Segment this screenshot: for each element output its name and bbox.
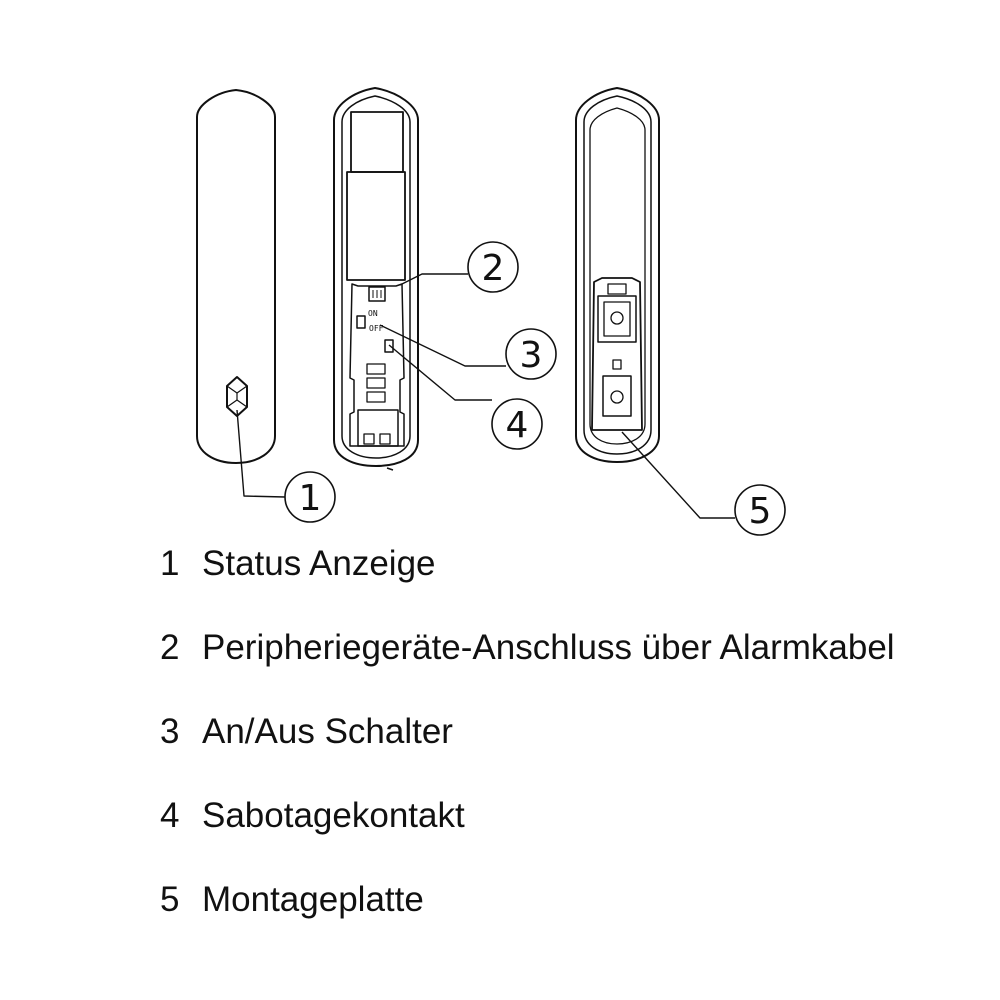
callout-number-4: 4 bbox=[505, 405, 529, 446]
switch-off-label: OFF bbox=[369, 324, 384, 333]
callout-number-2: 2 bbox=[481, 248, 505, 289]
device-front-view bbox=[197, 90, 275, 463]
leader-line-1 bbox=[237, 410, 285, 497]
legend-number: 4 bbox=[160, 796, 180, 835]
battery bbox=[347, 172, 405, 280]
legend-label: An/Aus Schalter bbox=[202, 712, 453, 751]
legend-number: 2 bbox=[160, 628, 180, 667]
leader-line-3 bbox=[380, 325, 506, 366]
battery-compartment bbox=[351, 112, 403, 172]
legend-item-tamper-contact bbox=[160, 794, 465, 838]
callout-number-1: 1 bbox=[298, 478, 322, 519]
legend-number: 5 bbox=[160, 880, 180, 919]
callout-number-3: 3 bbox=[519, 335, 543, 376]
legend-label: Peripheriegeräte-Anschluss über Alarmkabel bbox=[202, 628, 895, 667]
legend-label: Montageplatte bbox=[202, 880, 424, 919]
legend-item-peripheral-connector bbox=[160, 626, 895, 670]
leader-line-5 bbox=[622, 432, 735, 518]
mounting-plate bbox=[592, 278, 642, 430]
legend-item-mounting-plate bbox=[160, 878, 424, 922]
legend-number: 3 bbox=[160, 712, 180, 751]
legend-item-status-indicator bbox=[160, 542, 436, 586]
legend-label: Status Anzeige bbox=[202, 544, 436, 583]
on-off-switch bbox=[357, 316, 365, 328]
legend-item-on-off-switch bbox=[160, 710, 453, 754]
legend-number: 1 bbox=[160, 544, 180, 583]
legend-label: Sabotagekontakt bbox=[202, 796, 465, 835]
device-open-view bbox=[334, 88, 418, 470]
tamper-contact bbox=[385, 340, 393, 352]
callout-number-5: 5 bbox=[748, 491, 772, 532]
device-mounting-view bbox=[576, 88, 659, 462]
switch-on-label: ON bbox=[368, 309, 378, 318]
